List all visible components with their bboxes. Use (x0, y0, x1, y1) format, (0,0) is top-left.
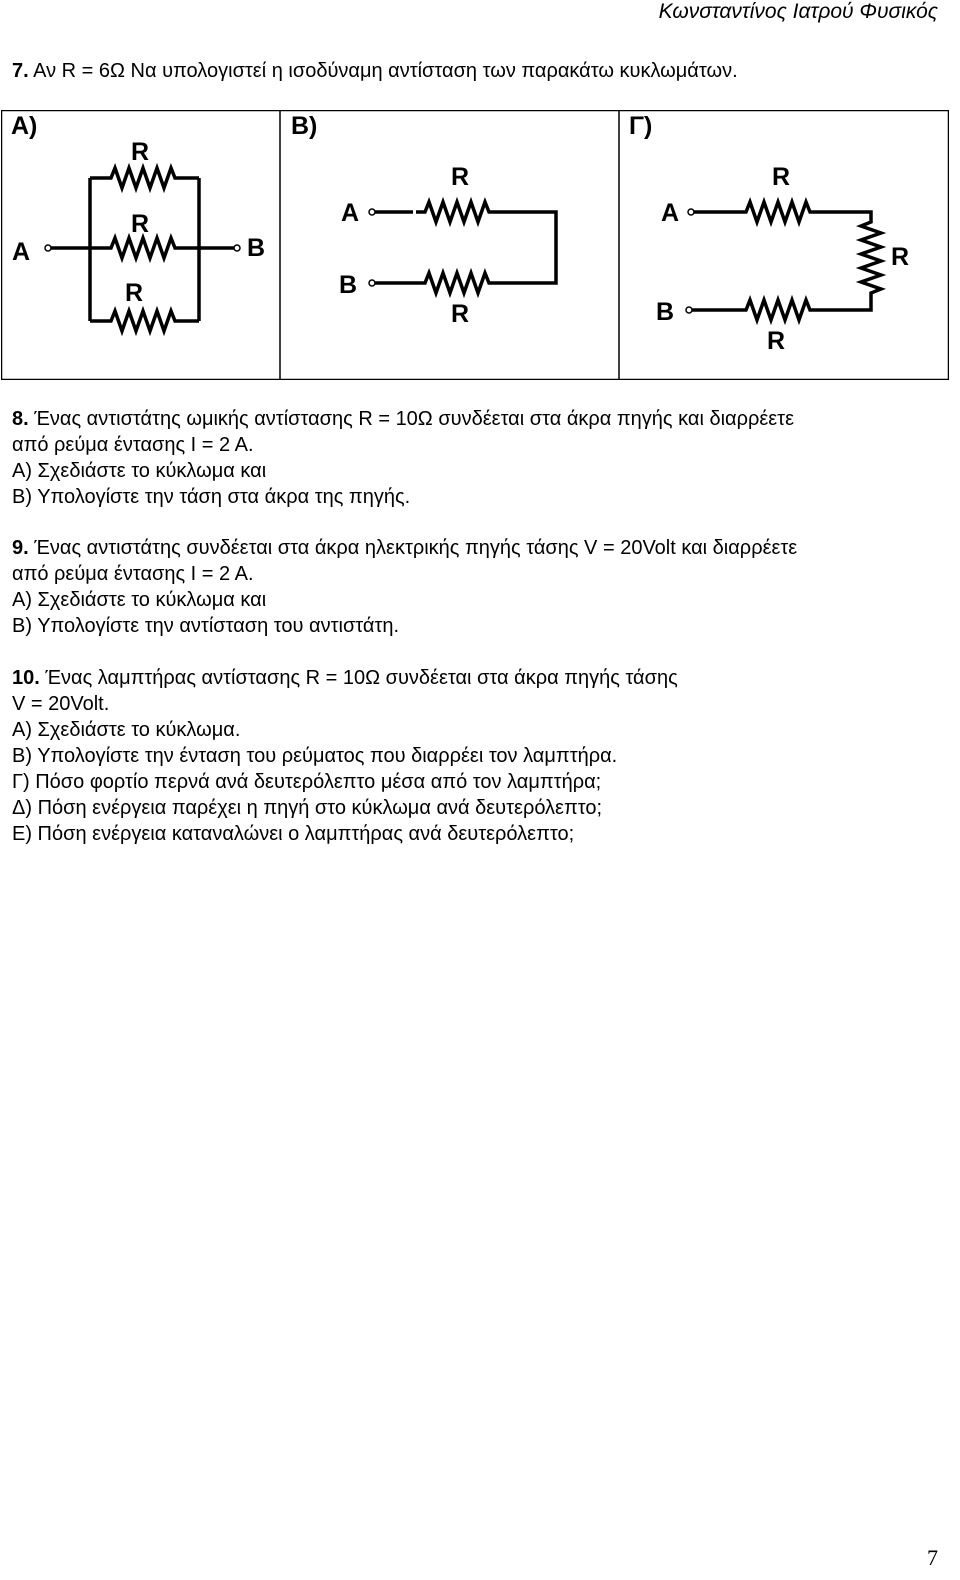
question-7-text: Αν R = 6Ω Να υπολογιστεί η ισοδύναμη αντίσταση των παρακάτω κυκλωμάτων. (33, 60, 738, 82)
question-9 (12, 535, 797, 639)
question-10-line: Α) Σχεδιάστε το κύκλωμα. (12, 719, 241, 741)
question-9-line: Ένας αντιστάτης συνδέεται στα άκρα ηλεκτρικής πηγής τάσης V = 20Volt και διαρρέετε (28, 537, 798, 559)
question-10-line: Γ) Πόσο φορτίο περνά ανά δευτερόλεπτο μέσα από τον λαμπτήρα; (12, 771, 602, 793)
resistor-label: R (125, 279, 144, 307)
panel-c-label: Γ) (629, 112, 653, 140)
author-header: Κωνσταντίνος Ιατρού Φυσικός (658, 0, 938, 23)
question-8-line: Α) Σχεδιάστε το κύκλωμα και (12, 460, 267, 482)
terminal-a-label: Α (341, 199, 360, 227)
terminal-node (45, 245, 51, 251)
circuit-a (11, 112, 265, 331)
resistor-label: R (451, 163, 470, 191)
question-8-line: Ένας αντιστάτης ωμικής αντίστασης R = 10Ω συνδέεται στα άκρα πηγής και διαρρέετε (28, 408, 794, 430)
question-10-line: Β) Υπολογίστε την ένταση του ρεύματος που διαρρέει τον λαμπτήρα. (12, 745, 618, 767)
terminal-node (369, 280, 375, 286)
question-10 (12, 665, 678, 847)
question-10-line: V = 20Volt. (12, 693, 110, 715)
question-8 (12, 406, 794, 510)
terminal-b-label: Β (339, 271, 358, 299)
question-9-line: από ρεύμα έντασης I = 2 A. (12, 563, 254, 585)
resistor-label: R (891, 243, 910, 271)
question-8-number: 8. (12, 408, 29, 430)
resistor-label: R (767, 327, 786, 355)
question-8-line: από ρεύμα έντασης I = 2 A. (12, 434, 254, 456)
wires (374, 202, 556, 293)
question-7-number: 7. (12, 60, 29, 82)
circuit-c (629, 112, 909, 355)
question-9-line: Β) Υπολογίστε την αντίσταση του αντιστάτη. (12, 615, 400, 637)
question-10-line: Ε) Πόση ενέργεια καταναλώνει ο λαμπτήρας ανά δευτερόλεπτο; (12, 823, 575, 845)
question-9-line: Α) Σχεδιάστε το κύκλωμα και (12, 589, 267, 611)
terminal-node (688, 209, 694, 215)
question-7 (12, 58, 738, 84)
resistor-label: R (772, 163, 791, 191)
question-10-line: Δ) Πόση ενέργεια παρέχει η πηγή στο κύκλωμα ανά δευτερόλεπτο; (12, 797, 603, 819)
terminal-a-label: Α (12, 238, 31, 266)
terminal-b-label: Β (247, 234, 266, 262)
terminal-node (686, 307, 692, 313)
circuit-b (291, 112, 556, 328)
question-8-line: Β) Υπολογίστε την τάση στα άκρα της πηγής. (12, 486, 411, 508)
question-10-line: Ένας λαμπτήρας αντίστασης R = 10Ω συνδέεται στα άκρα πηγής τάσης (39, 667, 678, 689)
question-9-number: 9. (12, 537, 29, 559)
terminal-a-label: Α (661, 199, 680, 227)
page-number: 7 (927, 1545, 938, 1570)
terminal-node (369, 209, 375, 215)
wires (692, 202, 881, 320)
panel-a-label: Α) (11, 112, 38, 140)
panel-b-label: Β) (291, 112, 318, 140)
terminal-b-label: Β (656, 298, 675, 326)
question-10-number: 10. (12, 667, 40, 689)
resistor-label: R (131, 138, 150, 166)
terminal-node (234, 245, 240, 251)
resistor-label: R (451, 300, 470, 328)
circuits-figure (1, 110, 949, 380)
resistor-label: R (131, 210, 150, 238)
